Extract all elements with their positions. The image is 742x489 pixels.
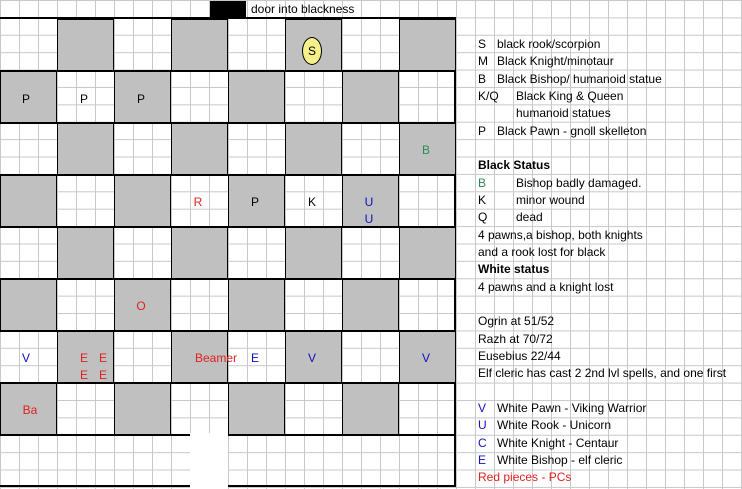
white-rook-unicorn: U	[364, 195, 374, 209]
white-status-heading: White status	[478, 262, 550, 276]
pc-elf: E	[98, 351, 108, 365]
black-pawn: P	[136, 92, 146, 106]
dark-square	[228, 71, 285, 123]
pc-ba: Ba	[22, 403, 38, 417]
dark-square	[114, 175, 171, 227]
black-losses: and a rook lost for black	[478, 245, 606, 259]
door-marker	[210, 1, 246, 17]
dark-square	[171, 227, 228, 279]
dark-square	[57, 227, 114, 279]
dark-square	[228, 279, 285, 331]
black-king: K	[307, 195, 317, 209]
black-pawn: P	[250, 195, 260, 209]
rank-line	[0, 382, 456, 384]
pc-elf: E	[79, 368, 89, 382]
dark-square	[171, 19, 228, 71]
black-pawn: P	[21, 92, 31, 106]
dark-square	[342, 71, 399, 123]
black-pawn: P	[79, 92, 89, 106]
legend-panel: S black rook/scorpion M Black Knight/minotaur B Black Bishop/ humanoid statue K/Q Black King & Queen humanoid statues P Black Pawn - gnoll skelleton Black Status B Bishop badly damaged. K minor wound Q dead 4 pawns,a bishop, both knights and a rook lost for black White status 4 pawns and a knight lost Ogrin at 51/52 Razh at 70/72 Eusebius 22/44 Elf cleric has cast 2 2nd lvl spells, and one first V White Pawn - Viking Warrior U White Rook - Unicorn C White Knight - Centaur E White Bishop - elf cleric Red pieces - PCs	[478, 37, 727, 484]
door-label: door into blackness	[251, 2, 355, 16]
hp-eusebius: Eusebius 22/44	[478, 349, 561, 363]
white-pawn-viking: V	[421, 351, 431, 365]
rank-line	[0, 70, 456, 72]
dark-square	[57, 123, 114, 175]
black-losses: 4 pawns,a bishop, both knights	[478, 228, 643, 242]
dark-square	[399, 227, 456, 279]
pc-beamer: Beamer	[194, 351, 238, 365]
dark-square	[57, 19, 114, 71]
rank-line	[0, 226, 456, 228]
dark-square	[285, 123, 342, 175]
board-opening	[190, 433, 228, 489]
dark-square	[114, 383, 171, 435]
cleric-note: Elf cleric has cast 2 2nd lvl spells, and one first	[478, 366, 727, 380]
dark-square	[342, 279, 399, 331]
rank-line	[0, 434, 456, 436]
hp-razh: Razh at 70/72	[478, 332, 553, 346]
pc-rook: R	[193, 195, 203, 209]
dark-square	[171, 123, 228, 175]
white-pawn-viking: V	[307, 351, 317, 365]
pc-elf: E	[98, 368, 108, 382]
chess-board	[0, 17, 456, 487]
black-status-heading: Black Status	[478, 158, 551, 172]
rank-line	[0, 330, 456, 332]
dark-square	[285, 227, 342, 279]
red-pieces-note: Red pieces - PCs	[478, 470, 572, 484]
white-bishop-elf-cleric: E	[250, 351, 260, 365]
white-losses: 4 pawns and a knight lost	[478, 280, 614, 294]
dark-square	[0, 175, 57, 227]
rank-line	[0, 174, 456, 176]
dark-square	[342, 383, 399, 435]
rank-line	[0, 122, 456, 124]
black-rook-scorpion: S	[302, 37, 322, 65]
pc-elf: E	[79, 351, 89, 365]
dark-square	[228, 383, 285, 435]
white-pawn-viking: V	[21, 351, 31, 365]
white-rook-unicorn: U	[364, 212, 374, 226]
pc-ogrin: O	[136, 299, 146, 313]
rank-line	[0, 278, 456, 280]
dark-square	[0, 279, 57, 331]
board-title	[210, 1, 354, 17]
black-bishop: B	[421, 143, 431, 157]
hp-ogrin: Ogrin at 51/52	[478, 314, 555, 328]
dark-square	[399, 19, 456, 71]
